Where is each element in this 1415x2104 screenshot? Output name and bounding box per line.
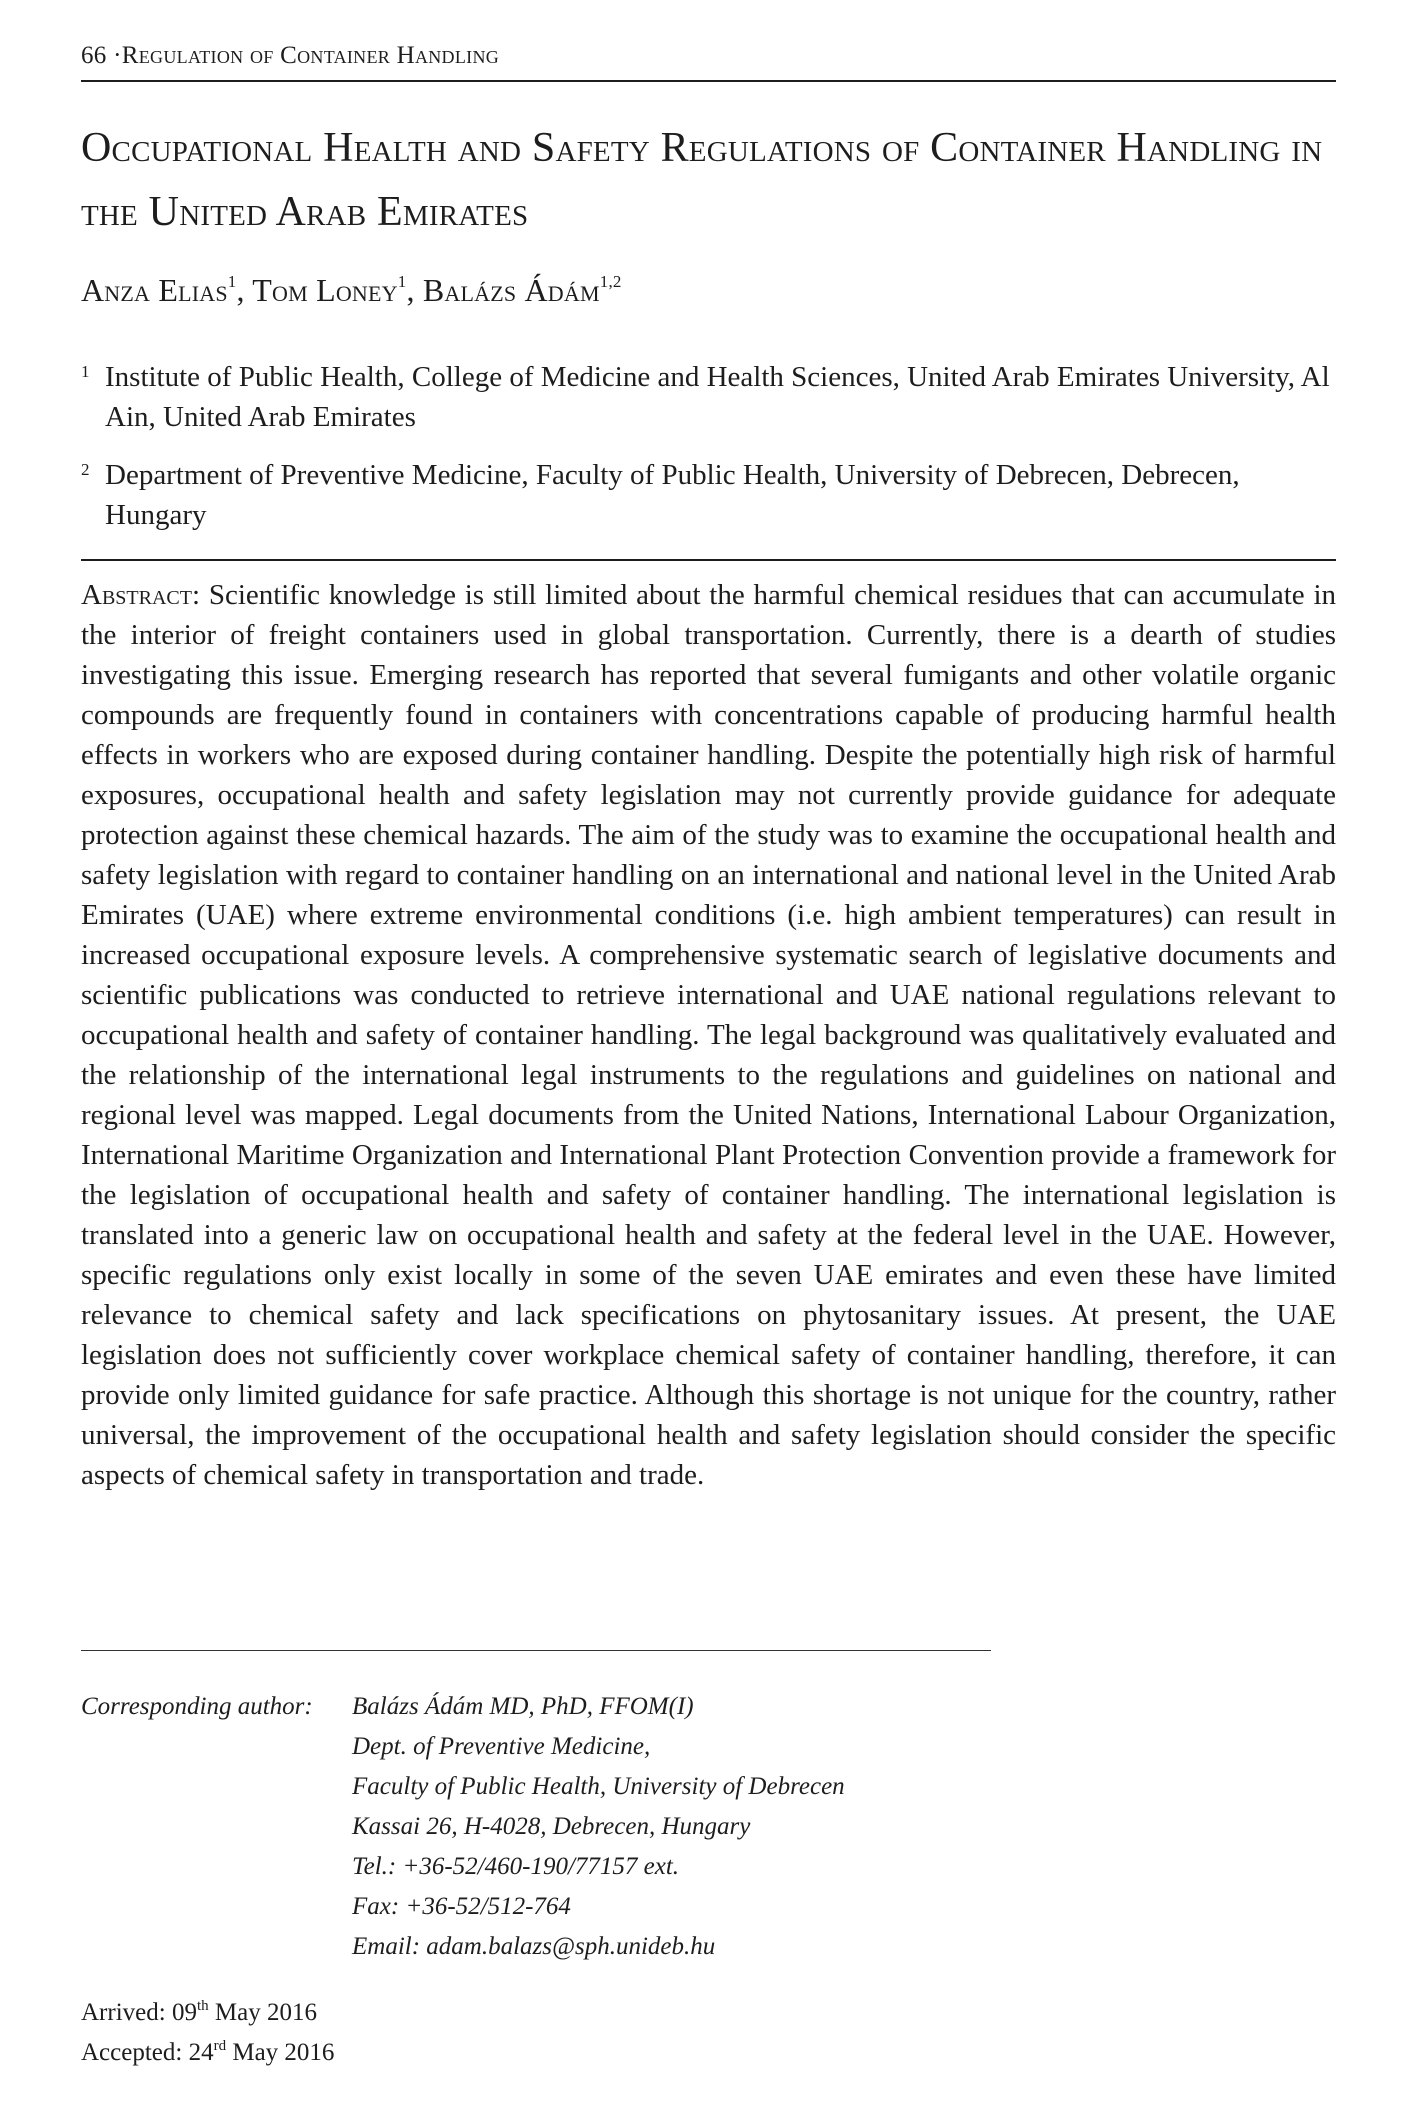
corresponding-author-details — [352, 1687, 845, 1967]
footnote-rule — [81, 1650, 991, 1651]
affiliation-number: 1 — [81, 362, 90, 381]
arrived-ordinal: th — [196, 1998, 209, 2014]
affiliation-1 — [81, 357, 1336, 437]
affiliation-text: Institute of Public Health, College of Medicine and Health Sciences, United Arab Emirates University, Al Ain, United Arab Emirates — [105, 361, 1330, 433]
accepted-month-year: May 2016 — [226, 2039, 335, 2066]
header-rule — [81, 80, 1336, 82]
author-affiliation-mark: 1 — [397, 272, 407, 291]
corresponding-author-faculty: Faculty of Public Health, University of Debrecen — [352, 1773, 845, 1800]
arrived-date — [81, 1993, 334, 2033]
author-list: Anza Elias$^1$, Tom Loney$^1$, Balázs Ádám$^{1,2}$ — [81, 272, 622, 308]
section-rule — [81, 559, 1336, 561]
accepted-day: 24 — [188, 2039, 214, 2066]
arrived-month-year: May 2016 — [208, 1999, 317, 2026]
corresponding-author-dept: Dept. of Preventive Medicine, — [352, 1733, 651, 1760]
author-affiliation-mark: 1,2 — [599, 272, 622, 291]
running-head: 66 ·Regulation of Container Handling — [81, 42, 500, 69]
accepted-label: Accepted: — [81, 2039, 189, 2066]
corresponding-author-address: Kassai 26, H-4028, Debrecen, Hungary — [352, 1813, 751, 1840]
abstract-label: Abstract: — [81, 579, 201, 611]
corresponding-author-label: Corresponding author: — [81, 1693, 313, 1720]
corresponding-author-email[interactable]: Email: adam.balazs@sph.unideb.hu — [352, 1933, 716, 1960]
abstract-text: Scientific knowledge is still limited about the harmful chemical residues that can accumulate in the interior of freight containers used in global transportation. Currently, there is a dearth of studies investigating this issue. Emerging research has reported that several fumigants and other volatile organic compounds are frequently found in containers with concentrations capable of producing harmful health effects in workers who are exposed during container handling. Despite the potentially high risk of harmful exposures, occupational health and safety legislation may not currently provide guidance for adequate protection against these chemical hazards. The aim of the study was to examine the occupational health and safety legislation with regard to container handling on an international and national level in the United Arab Emirates (UAE) where extreme environmental conditions (i.e. high ambient temperatures) can result in increased occupational exposure levels. A comprehensive systematic search of legislative documents and scientific publications was conducted to retrieve international and UAE national regulations relevant to occupational health and safety of container handling. The legal background was qualitatively evaluated and the relationship of the international legal instruments to the regulations and guidelines on national and regional level was mapped. Legal documents from the United Nations, International Labour Organization, International Maritime Organization and International Plant Protection Convention provide a framework for the legislation of occupational health and safety of container handling. The international legislation is translated into a generic law on occupational health and safety at the federal level in the UAE. However, specific regulations only exist locally in some of the seven UAE emirates and even these have limited relevance to chemical safety and lack specifications on phytosanitary issues. At present, the UAE legislation does not sufficiently cover workplace chemical safety of container handling, therefore, it can provide only limited guidance for safe practice. Although this shortage is not unique for the country, rather universal, the improvement of the occupational health and safety legislation should consider the specific aspects of chemical safety in transportation and trade. — [81, 579, 1337, 1491]
affiliation-text: Department of Preventive Medicine, Faculty of Public Health, University of Debrecen, Debrecen, Hungary — [105, 459, 1240, 531]
arrived-day: 09 — [171, 1999, 197, 2026]
submission-dates — [81, 1993, 334, 2073]
author-name: Balázs Ádám — [422, 272, 600, 308]
author-name: Tom Loney — [252, 272, 398, 308]
author-affiliation-mark: 1 — [227, 272, 237, 291]
corresponding-author-tel: Tel.: +36-52/460-190/77157 ext. — [352, 1853, 680, 1880]
corresponding-author-name: Balázs Ádám MD, PhD, FFOM(I) — [352, 1693, 694, 1720]
arrived-label: Arrived: — [81, 1999, 172, 2026]
corresponding-author-fax: Fax: +36-52/512-764 — [352, 1893, 571, 1920]
affiliation-2 — [81, 455, 1336, 535]
accepted-ordinal: rd — [213, 2038, 227, 2054]
affiliation-number: 2 — [81, 460, 90, 479]
abstract — [81, 575, 1336, 1495]
article-title: Occupational Health and Safety Regulations of Container Handling in the United Arab Emirates — [81, 125, 1323, 235]
author-name: Anza Elias — [81, 272, 228, 308]
accepted-date — [81, 2033, 334, 2073]
